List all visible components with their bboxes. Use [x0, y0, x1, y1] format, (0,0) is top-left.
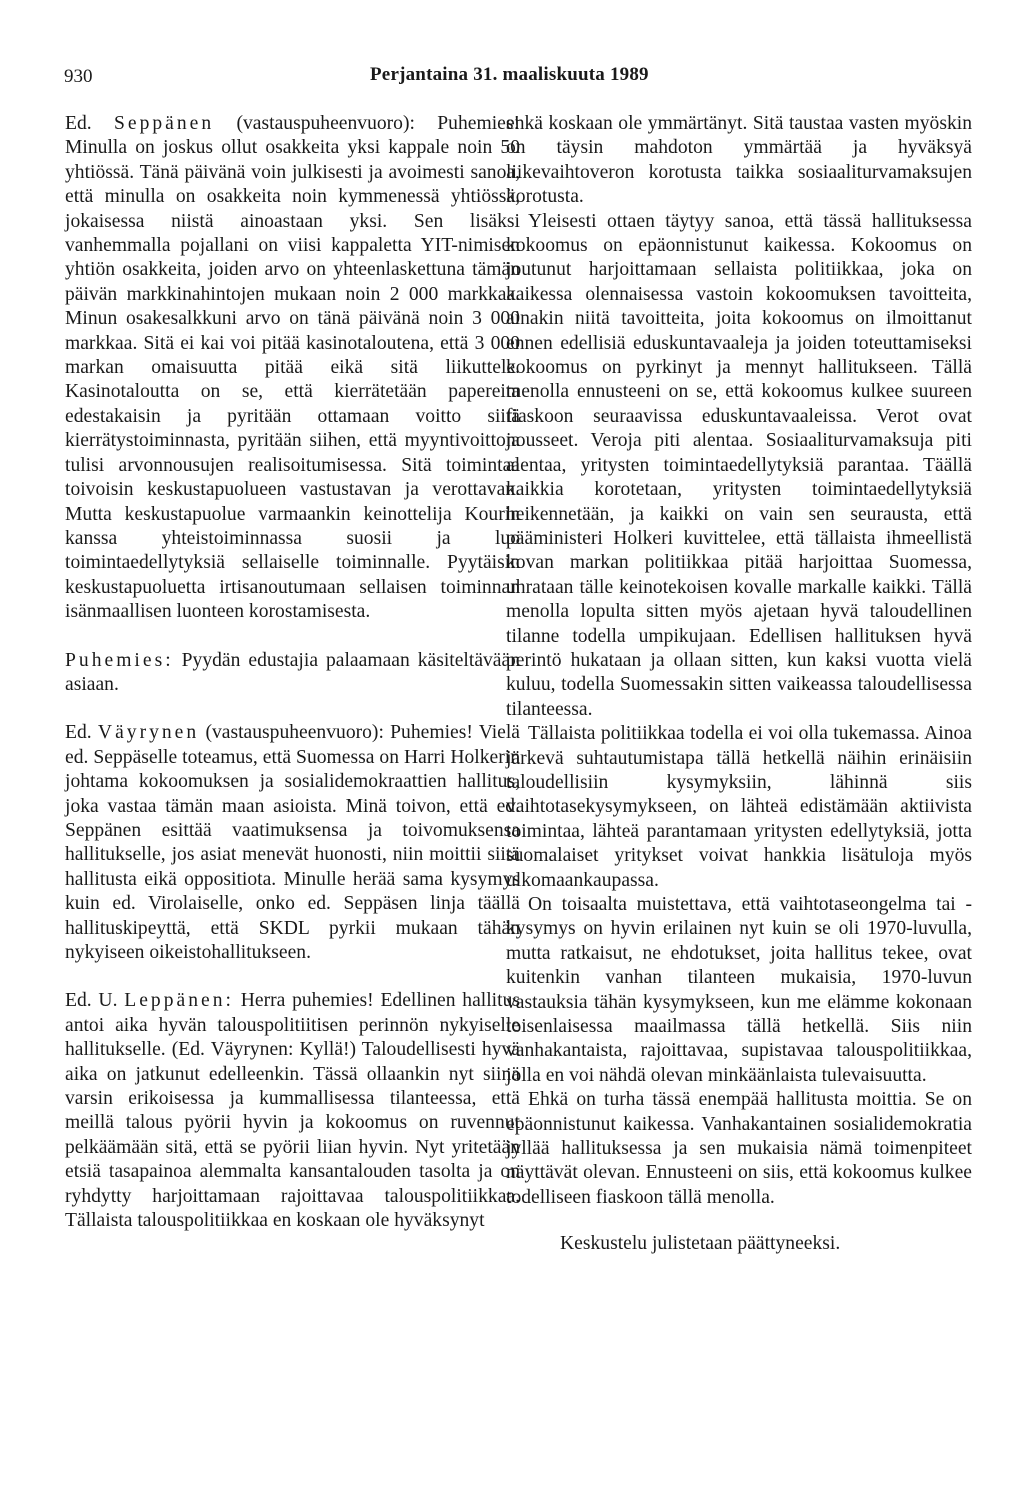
speaker-prefix: Ed. U.: [65, 990, 118, 1012]
right-column: [506, 112, 972, 1257]
speech-leppanen: [65, 989, 520, 1233]
speech-puhemies: [65, 649, 520, 698]
speaker-name: Seppänen: [113, 113, 215, 134]
speech-text: (vastauspuheenvuoro): Puhemies! Minulla on joskus ollut osakkeita yksi kappale noin 50 yhtiössä. Tänä päivänä voin julkisesti ja avoimesti sanoa, että minulla on osakkeita noin kymmenessä yhtiössä, jokaisessa niistä ainoastaan yksi. Sen lisäksi vanhemmalla pojallani on viisi kappaletta YIT-nimisen yhtiön osakkeita, joiden arvo on yhteenlaskettuna tämän päivän markkinahintojen mukaan noin 2 000 markkaa. Minun osakesalkkuni arvo on tänä päivänä noin 3 000 markkaa. Sitä ei kai voi pitää kasinotaloutena, että 3 000 markan omaisuutta pitää eikä sitä liikuttele. Kasinotaloutta on se, että kierrätetään papereita edestakaisin ja pyritään ottamaan voitto siitä kierrätystoiminnasta, pyritään siihen, että myyntivoittoja tulisi arvonnousujen realisoitumisessa. Sitä toimintaa toivoisin keskustapuolueen vastustavan ja verottavan. Mutta keskustapuolue varmaankin keinottelija Kourin kanssa yhteistoiminnassa suosii ja luo toimintaedellytyksiä sellaiselle toiminnalle. Pyytäisin keskustapuoluetta irtisanoutumaan sellaisen toiminnan isänmaallisen luonteen korostamisesta.: [65, 113, 520, 623]
running-head: Perjantaina 31. maaliskuuta 1989: [370, 64, 649, 85]
speaker-prefix: Ed.: [65, 113, 92, 134]
page-number: 930: [64, 66, 93, 87]
speech-seppanen: [65, 112, 520, 625]
paragraph: Yleisesti ottaen täytyy sanoa, että tässä hallituksessa kokoomus on epäonnistunut kaikessa. Kokoomus on joutunut harjoittamaan sellaista politiikkaa, joka on kaikessa olennaisessa vastoin kokoomuksen tavoitteita, ainakin niitä tavoitteita, joita kokoomus on ilmoittanut ennen edellisiä eduskuntavaaleja ja joiden toteuttamiseksi kokoomus on pyrkinyt ja mennyt hallitukseen. Tällä menolla ennusteeni on se, että kokoomus kulkee suureen fiaskoon seuraavissa eduskuntavaaleissa. Verot ovat nousseet. Veroja piti alentaa. Sosiaaliturvamaksuja piti alentaa, yritysten toimintaedellytyksiä parantaa. Täällä kaikkia korotetaan, yritysten toimintaedellytyksiä heikennetään, ja kaikki on vain sen seurausta, että pääministeri Holkeri kuvittelee, että tällaista ihmeellistä kovan markan politiikkaa pitää harjoittaa Suomessa, uhrataan tälle keinotekoisen kovalle markalle kaikki. Tällä menolla lopulta sitten myös ajetaan hyvä taloudellinen tilanne todella umpikujaan. Edellisen hallituksen hyvä perintö hukataan ja ollaan sitten, kun kaksi vuotta vielä kuluu, todella Suomessakin sitten vaikeassa taloudellisessa tilanteessa.: [506, 210, 972, 720]
paragraph: On toisaalta muistettava, että vaihtotaseongelma tai -kysymys on hyvin erilainen nyt kuin se oli 1970-luvulla, mutta ratkaisut, ne ehdotukset, joita hallitus tekee, ovat kuitenkin vanhan tilanteen mukaisia, 1970-luvun vastauksia tähän kysymykseen, kun me elämme kokonaan toisenlaisessa maailmassa tällä hetkellä. Siis niin vanhakantaista, rajoittavaa, supistavaa talouspolitiikkaa, jolla en voi nähdä olevan minkäänlaista tulevaisuutta.: [506, 894, 972, 1086]
paragraph: Ehkä on turha tässä enempää hallitusta moittia. Se on epäonnistunut kaikessa. Vanhakantainen sosialidemokratia jyllää hallituksessa ja sen mukaisia nämä toimenpiteet näyttävät olevan. Ennusteeni on siis, että kokoomus kulkee todelliseen fiaskoon tällä menolla.: [506, 1089, 972, 1208]
paragraph: Tällaista politiikkaa todella ei voi olla tukemassa. Ainoa järkevä suhtautumistapa tällä hetkellä näihin erinäisiin taloudellisiin kysymyksiin, lähinnä siis vaihtotasekysymykseen, on lähteä edistämään aktiivista toimintaa, lähteä parantamaan yritysten edellytyksiä, jotta suomalaiset yritykset voivat hankkia lisätuloja myös ulkomaankaupassa.: [506, 723, 972, 891]
speech-vayrynen: [65, 721, 520, 965]
speaker-prefix: Ed.: [65, 722, 92, 744]
speech-text: Pyydän edustajia palaamaan käsiteltävään asiaan.: [65, 649, 520, 695]
speech-text: (vastauspuheenvuoro): Puhemies! Vielä ed. Seppäselle toteamus, että Suomessa on Harri Holkerin johtama kokoomuksen ja sosialidemokraattien hallitus, joka vastaa tämän maan asioista. Minä toivon, että ed. Seppänen esittää vaatimuksensa ja toivomuksensa hallitukselle, jos asiat menevät huonosti, niin moittii siitä hallitusta eikä oppositiota. Minulle herää sama kysymys kuin ed. Virolaiselle, onko ed. Seppäsen linja täällä hallituskipeyttä, että SKDL pyrkii mukaan tähän nykyiseen oikeistohallitukseen.: [65, 722, 520, 963]
speaker-name: Leppänen:: [124, 990, 234, 1012]
left-column: [65, 112, 520, 1233]
speaker-name: Väyrynen: [97, 722, 200, 744]
closing-statement: Keskustelu julistetaan päättyneeksi.: [560, 1233, 841, 1255]
speech-text: Herra puhemies! Edellinen hallitus antoi aika hyvän talouspolitiitisen perinnön nykyiselle hallitukselle. (Ed. Väyrynen: Kyllä!) Taloudellisesti hyvä aika on jatkunut edelleenkin. Tässä ollaankin nyt siinä varsin erikoisessa ja kummallisessa tilanteessa, että meillä talous pyörii hyvin ja kokoomus on ruvennut pelkäämään sitä, että se pyörii liian hyvin. Nyt yritetään etsiä tasapainoa alemmalta kansantalouden tasolta ja on ryhdytty harjoittamaan rajoittavaa talouspolitiikkaa. Tällaista talouspolitiikkaa en koskaan ole hyväksynyt: [65, 990, 520, 1232]
paragraph-continuation: enkä koskaan ole ymmärtänyt. Sitä taustaa vasten myöskin on täysin mahdoton ymmärtää ja hyväksyä liikevaihtoveron korotusta taikka sosiaaliturvamaksujen korotusta.: [506, 113, 972, 208]
speaker-name: Puhemies:: [65, 649, 174, 671]
